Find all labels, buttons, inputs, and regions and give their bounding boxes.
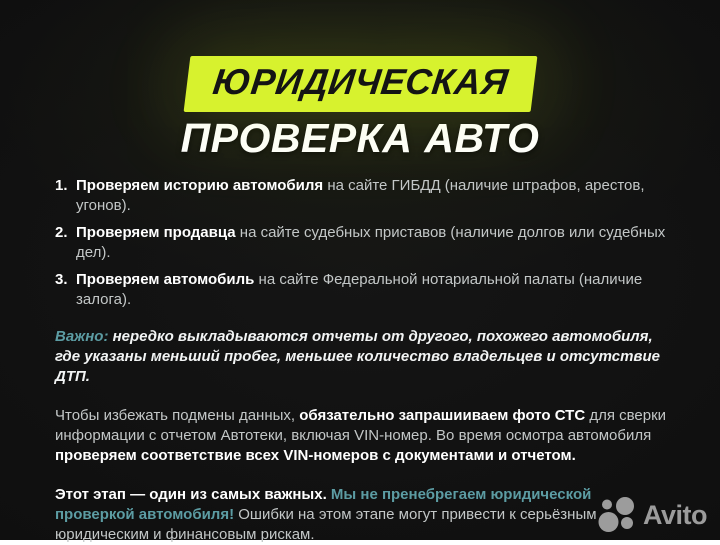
important-note-lead: Важно: <box>55 327 109 345</box>
list-item-bold: Проверяем историю автомобиля <box>76 177 324 194</box>
list-item <box>55 270 670 310</box>
important-note-text: нередко выкладываются отчеты от другого, похожего автомобиля, где указаны меньший пробег, меньшее количество владельцев и отсутствие ДТП. <box>55 327 660 385</box>
list-item-rest: на сайте Федеральной нотариальной палаты (наличие залога). <box>76 271 643 309</box>
paragraph-sts <box>55 406 670 466</box>
paragraph-final-lead: Этот этап — один из самых важных. <box>55 486 327 504</box>
paragraph-final-highlight: Мы не пренебрегаем юридической проверкой автомобиля! <box>55 486 592 524</box>
list-item-bold: Проверяем продавца <box>76 224 236 242</box>
list-item-number: 3. <box>55 271 68 289</box>
list-item-rest: на сайте ГИБДД (наличие штрафов, арестов, угонов). <box>76 177 645 215</box>
list-item-text <box>76 270 670 310</box>
title-badge <box>183 56 537 112</box>
paragraph-sts-bold1: обязательно запрашииваем фото СТС <box>299 406 586 424</box>
subtitle: ПРОВЕРКА АВТО <box>180 115 540 161</box>
avito-dots-icon <box>596 495 640 535</box>
paragraph-final <box>55 485 670 545</box>
list-item-number: 2. <box>55 224 68 242</box>
list-item-number: 1. <box>55 177 68 194</box>
avito-wordmark: Avito <box>643 499 707 530</box>
paragraph-sts-part1: Чтобы избежать подмены данных, <box>55 406 300 424</box>
avito-logo <box>596 495 707 535</box>
header <box>0 0 720 162</box>
list-item <box>55 176 670 216</box>
paragraph-sts-part2: для сверки информации с отчетом Автотеки, включая VIN-номер. Во время осмотра автомобиля <box>55 406 667 444</box>
important-note <box>55 327 670 387</box>
title-badge-text: ЮРИДИЧЕСКАЯ <box>210 61 511 102</box>
list-item-bold: Проверяем автомобиль <box>76 271 255 289</box>
list-item <box>55 223 670 263</box>
list-item-rest: на сайте судебных приставов (наличие долгов или судебных дел). <box>76 224 666 262</box>
list-item-text <box>76 223 670 263</box>
content <box>55 176 670 545</box>
paragraph-final-rest: Ошибки на этом этапе могут привести к серьёзным юридическим и финансовым рискам. <box>55 506 597 544</box>
paragraph-sts-bold2: проверяем соответствие всех VIN-номеров с документами и отчетом. <box>55 447 576 465</box>
list-item-text <box>76 176 670 216</box>
checklist <box>55 176 670 311</box>
